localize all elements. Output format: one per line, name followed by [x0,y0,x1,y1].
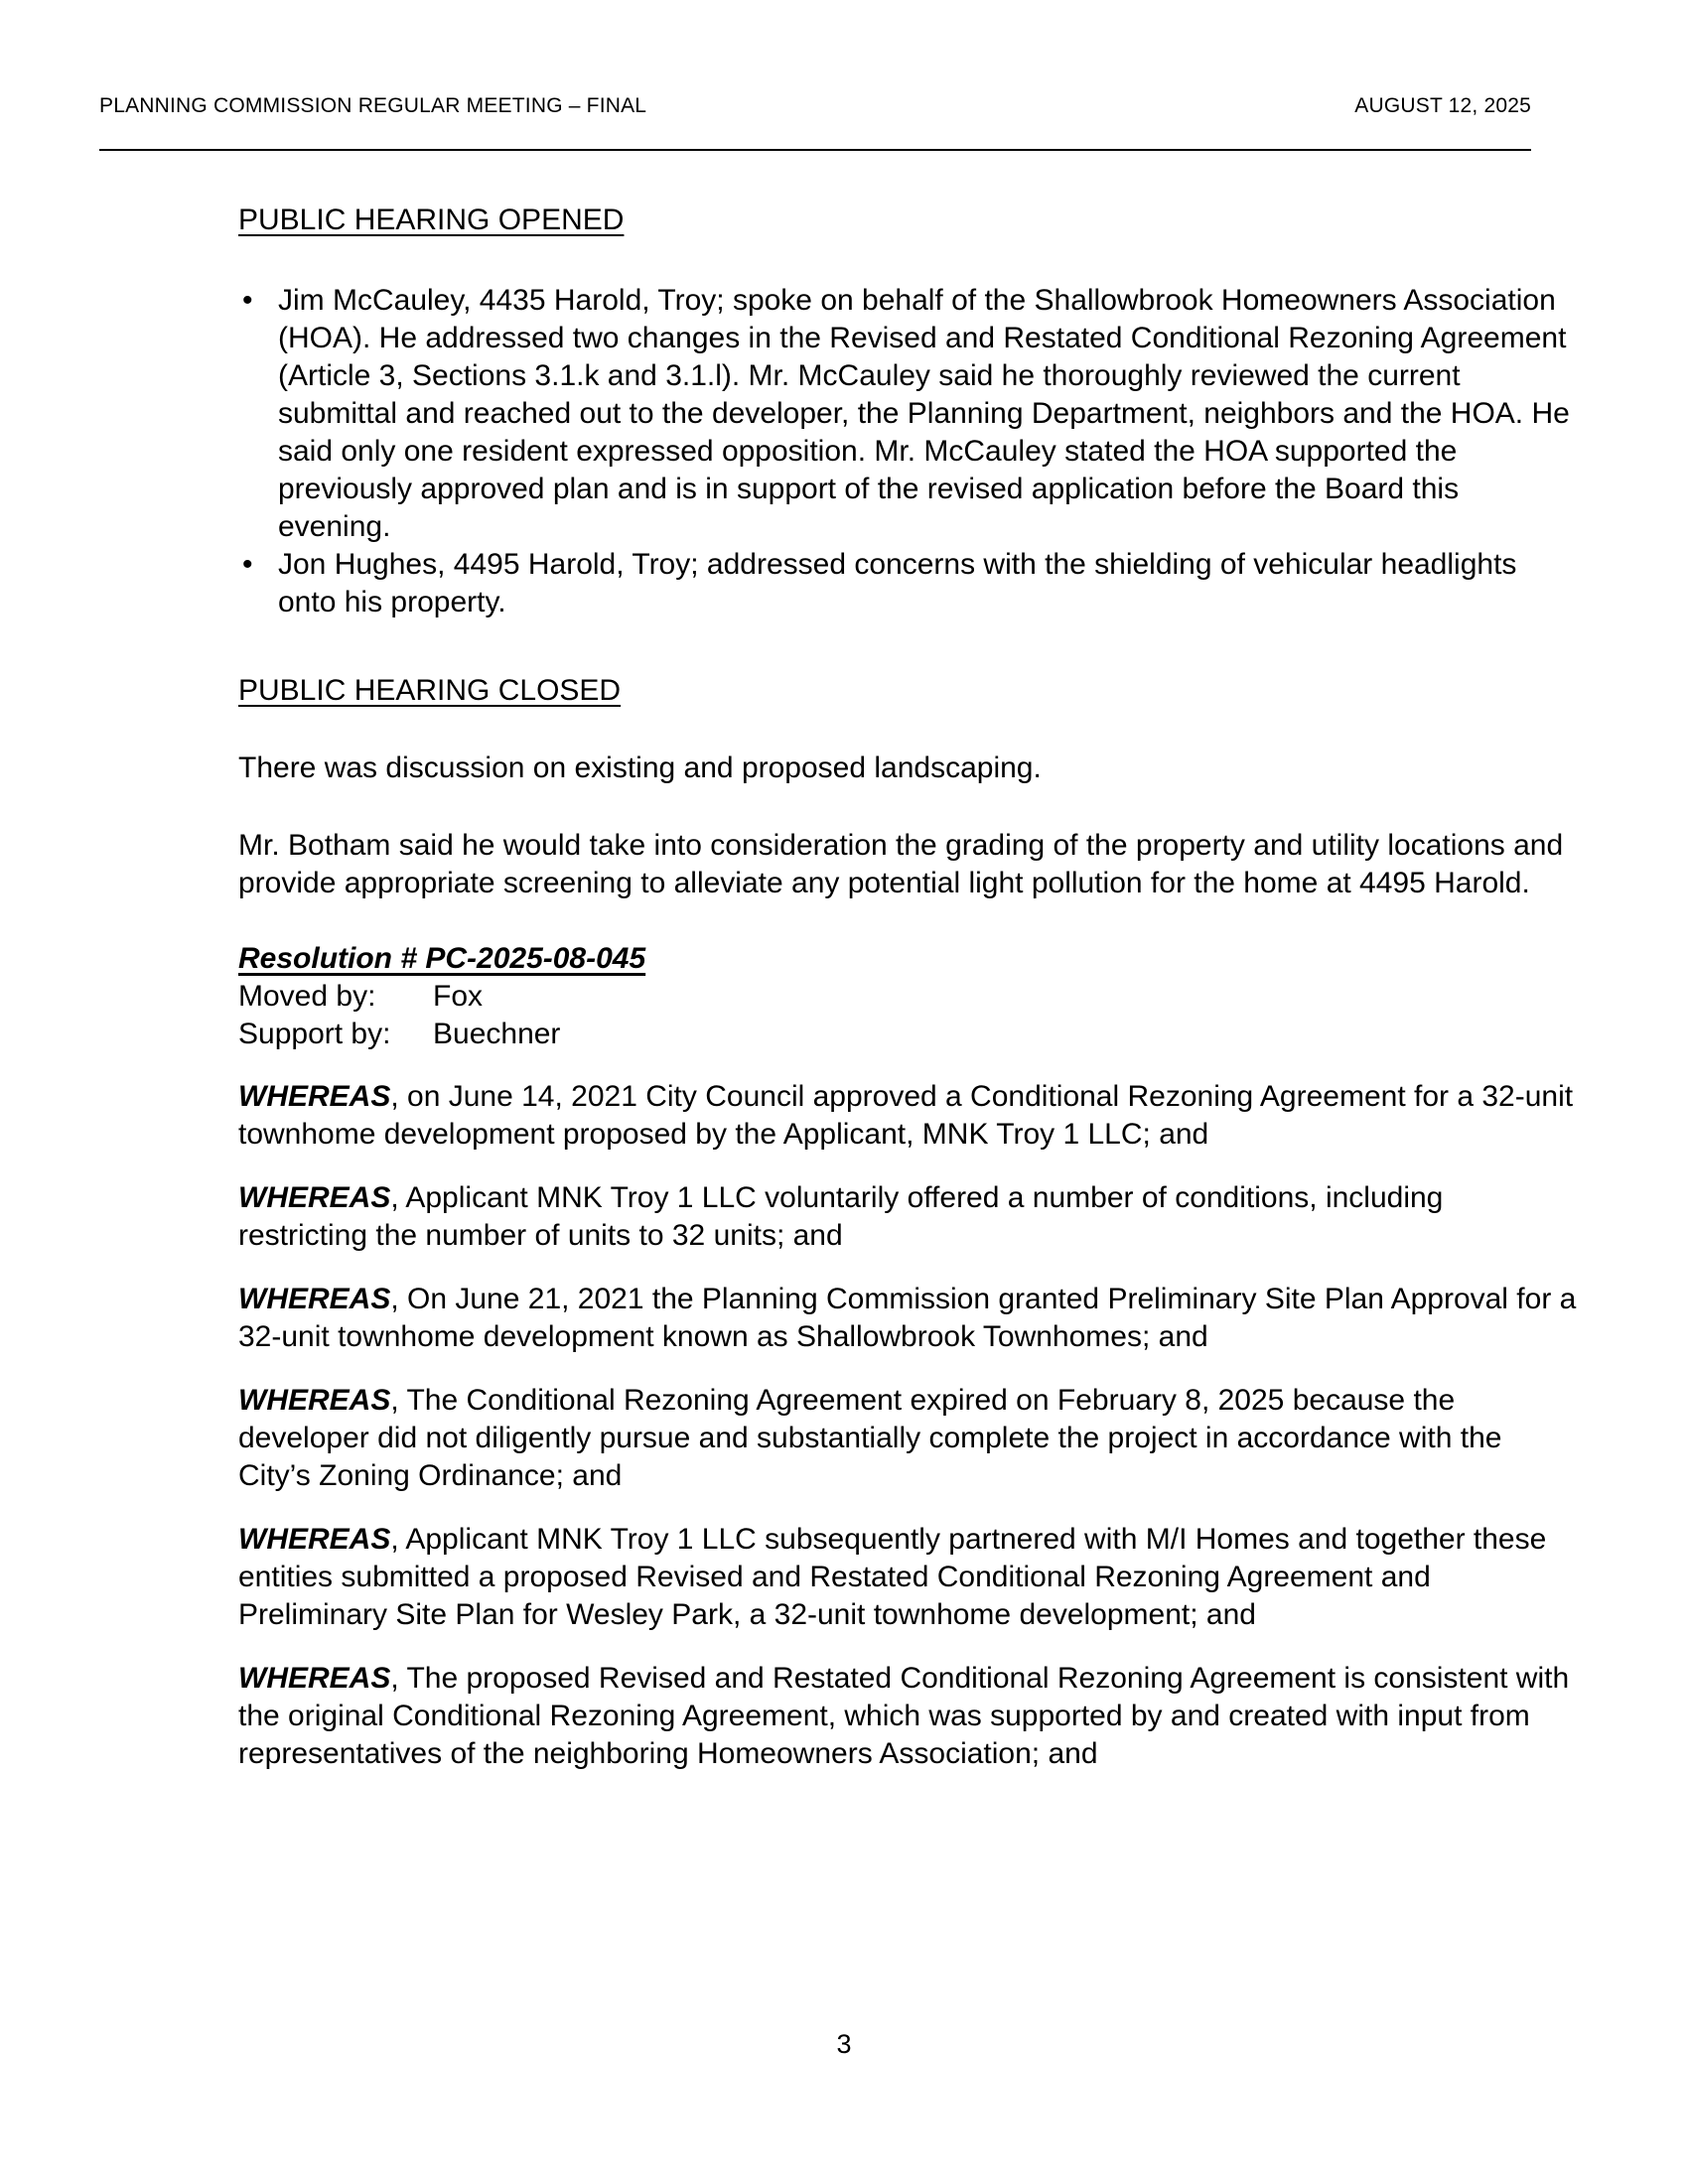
whereas-lead-word: WHEREAS [238,1523,391,1556]
speaker-bullet-item [238,282,1579,546]
whereas-lead-word: WHEREAS [238,1384,391,1417]
whereas-clause-text: , on June 14, 2021 City Council approved a Conditional Rezoning Agreement for a 32-unit townhome development proposed by the Applicant, MNK Troy 1 LLC; and [238,1080,1574,1151]
whereas-lead-word: WHEREAS [238,1662,391,1695]
whereas-clause-text: , The proposed Revised and Restated Conditional Rezoning Agreement is consistent with the original Conditional Rezoning Agreement, which was supported by and created with input from representatives of the neighboring Homeowners Association; and [238,1662,1570,1770]
document-body [238,202,1579,1773]
header-date: AUGUST 12, 2025 [1354,94,1531,117]
support-by-name: Buechner [433,1018,561,1050]
public-hearing-opened-heading: PUBLIC HEARING OPENED [238,204,625,236]
public-hearing-closed-heading: PUBLIC HEARING CLOSED [238,674,622,707]
moved-by-label: Moved by: [238,980,376,1013]
page-header [99,0,1531,119]
bullet-icon: • [242,284,253,317]
landscaping-discussion-paragraph: There was discussion on existing and proposed landscaping. [238,751,1042,784]
moved-by-line [238,978,1579,1016]
whereas-clauses [238,1078,1579,1773]
whereas-paragraph [238,1281,1579,1356]
whereas-paragraph [238,1521,1579,1634]
page-number: 3 [836,2029,852,2059]
speaker-bullet-item [238,546,1579,621]
resolution-number-heading: Resolution # PC-2025-08-045 [238,942,646,975]
botham-followup-paragraph: Mr. Botham said he would take into consideration the grading of the property and utility locations and provide appropriate screening to alleviate any potential light pollution for the home at 4495 Harold. [238,829,1564,899]
header-divider [99,149,1531,151]
support-by-label: Support by: [238,1018,391,1050]
whereas-paragraph [238,1078,1579,1154]
support-by-line [238,1016,1579,1053]
moved-by-name: Fox [433,980,484,1013]
bullet-icon: • [242,548,253,581]
speaker-text: Jon Hughes, 4495 Harold, Troy; addressed concerns with the shielding of vehicular headlights onto his property. [278,548,1517,618]
whereas-clause-text: , The Conditional Rezoning Agreement expired on February 8, 2025 because the developer did not diligently pursue and substantially complete the project in accordance with the City’s Zoning Ordinance; and [238,1384,1502,1492]
whereas-paragraph [238,1660,1579,1773]
whereas-lead-word: WHEREAS [238,1181,391,1214]
whereas-clause-text: , On June 21, 2021 the Planning Commission granted Preliminary Site Plan Approval for a 32-unit townhome development known as Shallowbrook Townhomes; and [238,1283,1577,1353]
page-footer [0,2027,1688,2061]
whereas-lead-word: WHEREAS [238,1283,391,1315]
header-title: PLANNING COMMISSION REGULAR MEETING – FINAL [99,94,647,117]
whereas-paragraph [238,1179,1579,1255]
whereas-clause-text: , Applicant MNK Troy 1 LLC subsequently partnered with M/I Homes and together these entities submitted a proposed Revised and Restated Conditional Rezoning Agreement and Preliminary Site Plan for Wesley Park, a 32-unit townhome development; and [238,1523,1547,1631]
speaker-list [238,282,1579,621]
speaker-text: Jim McCauley, 4435 Harold, Troy; spoke on behalf of the Shallowbrook Homeowners Association (HOA). He addressed two changes in the Revised and Restated Conditional Rezoning Agreement (Article 3, Sections 3.1.k and 3.1.l). Mr. McCauley said he thoroughly reviewed the current submittal and reached out to the developer, the Planning Department, neighbors and the HOA. He said only one resident expressed opposition. Mr. McCauley stated the HOA supported the previously approved plan and is in support of the revised application before the Board this evening. [278,284,1570,543]
whereas-clause-text: , Applicant MNK Troy 1 LLC voluntarily offered a number of conditions, including restricting the number of units to 32 units; and [238,1181,1444,1252]
whereas-paragraph [238,1382,1579,1495]
whereas-lead-word: WHEREAS [238,1080,391,1113]
